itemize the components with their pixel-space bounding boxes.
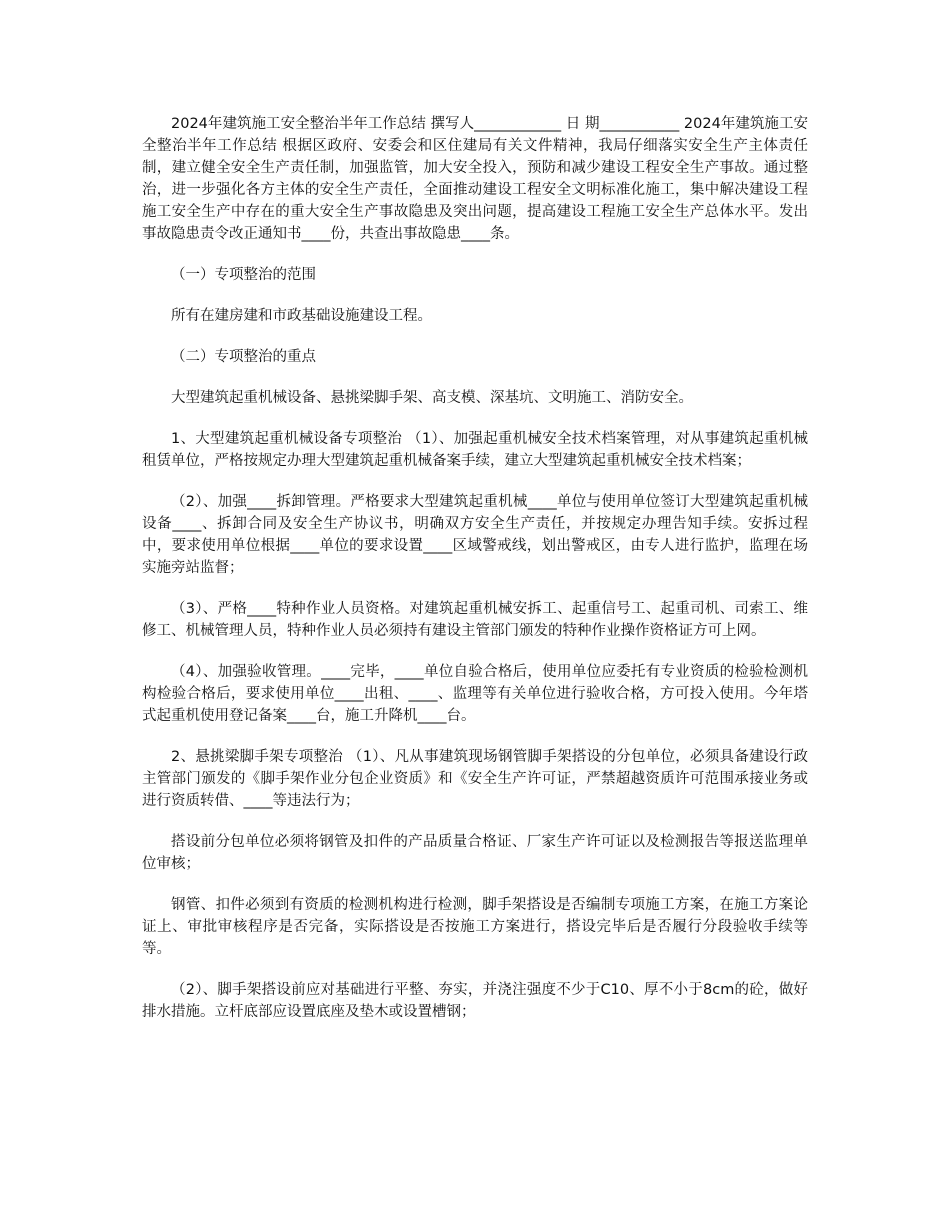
crane-item-3-paragraph: （3）、严格____特种作业人员资格。对建筑起重机械安拆工、起重信号工、起重司机、司索工、维修工、机械管理人员，特种作业人员必须持有建设主管部门颁发的特种作业操作资格证方可上网。	[142, 601, 808, 639]
scaffold-inspection-paragraph: 钢管、扣件必须到有资质的检测机构进行检测，脚手架搭设是否编制专项施工方案，在施工方案论证上、审批审核程序是否完备，实际搭设是否按施工方案进行，搭设完毕后是否履行分段验收手续等等。	[142, 897, 808, 957]
crane-item-2-paragraph: （2）、加强____拆卸管理。严格要求大型建筑起重机械____单位与使用单位签订大型建筑起重机械设备____、拆卸合同及安全生产协议书，明确双方安全生产责任，并按规定办理告知手续。安拆过程中，要求使用单位根据____单位的要求设置____区域警戒线，划出警戒区，由专人进行监护，监理在场实施旁站监督；	[142, 494, 808, 576]
document-page	[142, 113, 808, 1042]
section-heading-scope: （一）专项整治的范围	[171, 267, 316, 283]
focus-paragraph: 大型建筑起重机械设备、悬挑梁脚手架、高支模、深基坑、文明施工、消防安全。	[171, 390, 693, 406]
scope-paragraph: 所有在建房建和市政基础设施建设工程。	[171, 308, 432, 324]
intro-paragraph: 2024年建筑施工安全整治半年工作总结 撰写人____________ 日 期___________ 2024年建筑施工安全整治半年工作总结 根据区政府、安委会和区住建局有关文件精神，我局仔细落实安全生产主体责任制，建立健全安全生产责任制，加强监管，加大安全投入，预防和减少建设工程安全生产事故。通过整治，进一步强化各方主体的安全生产责任，全面推动建设工程安全文明标准化施工，集中解决建设工程施工安全生产中存在的重大安全生产事故隐患及突出问题，提高建设工程施工安全生产总体水平。发出事故隐患责令改正通知书____份，共查出事故隐患____条。	[142, 116, 808, 242]
section-heading-focus: （二）专项整治的重点	[171, 349, 316, 365]
scaffold-item-1-paragraph: 2、悬挑梁脚手架专项整治 （1）、凡从事建筑现场钢管脚手架搭设的分包单位，必须具备建设行政主管部门颁发的《脚手架作业分包企业资质》和《安全生产许可证，严禁超越资质许可范围承接业务或进行资质转借、____等违法行为；	[142, 749, 808, 809]
crane-item-1-paragraph: 1、大型建筑起重机械设备专项整治 （1）、加强起重机械安全技术档案管理，对从事建筑起重机械租赁单位，严格按规定办理大型建筑起重机械备案手续，建立大型建筑起重机械安全技术档案；	[142, 431, 808, 469]
scaffold-item-2-paragraph: （2）、脚手架搭设前应对基础进行平整、夯实，并浇注强度不少于C10、厚不小于8cm的砼，做好排水措施。立杆底部应设置底座及垫木或设置槽钢；	[142, 982, 808, 1020]
scaffold-review-paragraph: 搭设前分包单位必须将钢管及扣件的产品质量合格证、厂家生产许可证以及检测报告等报送监理单位审核；	[142, 834, 808, 872]
crane-item-4-paragraph: （4）、加强验收管理。____完毕，____单位自验合格后，使用单位应委托有专业资质的检验检测机构检验合格后，要求使用单位____出租、____、监理等有关单位进行验收合格，方可投入使用。今年塔式起重机使用登记备案____台，施工升降机____台。	[142, 664, 808, 724]
